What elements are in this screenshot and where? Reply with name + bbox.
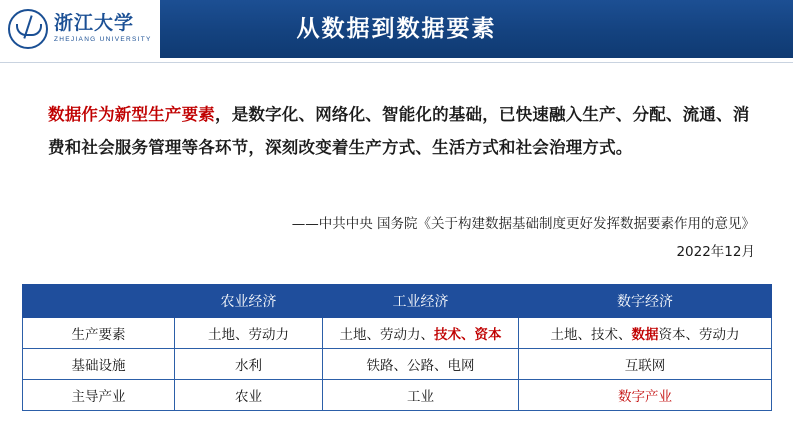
cell-digital-factors: 土地、技术、数据资本、劳动力 xyxy=(519,318,772,349)
cell-digital-leading: 数字产业 xyxy=(519,380,772,411)
table-header-industry: 工业经济 xyxy=(323,285,519,318)
quote-highlight: 数据作为新型生产要素 xyxy=(48,105,215,124)
university-logo xyxy=(0,0,160,58)
cell-digital-infrastructure: 互联网 xyxy=(519,349,772,380)
slide-header xyxy=(0,0,793,58)
table-header-corner xyxy=(23,285,175,318)
table-header-agriculture: 农业经济 xyxy=(175,285,323,318)
cell-agri-factors: 土地、劳动力 xyxy=(175,318,323,349)
quote-date: 2022年12月 xyxy=(676,244,755,260)
row-label-production-factors: 生产要素 xyxy=(23,318,175,349)
table-row xyxy=(23,380,772,411)
comparison-table-wrapper xyxy=(22,284,771,411)
quote-paragraph xyxy=(48,98,754,164)
zju-emblem-icon xyxy=(8,9,48,49)
cell-industry-infrastructure: 铁路、公路、电网 xyxy=(323,349,519,380)
table-row xyxy=(23,349,772,380)
quote-source: ——中共中央 国务院《关于构建数据基础制度更好发挥数据要素作用的意见》 xyxy=(291,216,755,232)
comparison-table xyxy=(22,284,772,411)
header-divider xyxy=(0,58,793,63)
logo-chinese-name: 浙江大学 xyxy=(54,12,135,35)
table-header-row xyxy=(23,285,772,318)
table-row xyxy=(23,318,772,349)
row-label-leading-industry: 主导产业 xyxy=(23,380,175,411)
logo-english-name: ZHEJIANG UNIVERSITY xyxy=(54,36,152,44)
cell-agri-infrastructure: 水利 xyxy=(175,349,323,380)
row-label-infrastructure: 基础设施 xyxy=(23,349,175,380)
logo-text xyxy=(54,14,152,44)
cell-agri-leading: 农业 xyxy=(175,380,323,411)
cell-industry-factors: 土地、劳动力、技术、资本 xyxy=(323,318,519,349)
table-header-digital: 数字经济 xyxy=(519,285,772,318)
cell-industry-leading: 工业 xyxy=(323,380,519,411)
page-title: 从数据到数据要素 xyxy=(296,16,497,42)
quote-rest: ，是数字化、网络化、智能化的基础，已快速融入生产、分配、流通、消费和社会服务管理等各环节，深刻改变着生产方式、生活方式和社会治理方式。 xyxy=(48,105,750,157)
